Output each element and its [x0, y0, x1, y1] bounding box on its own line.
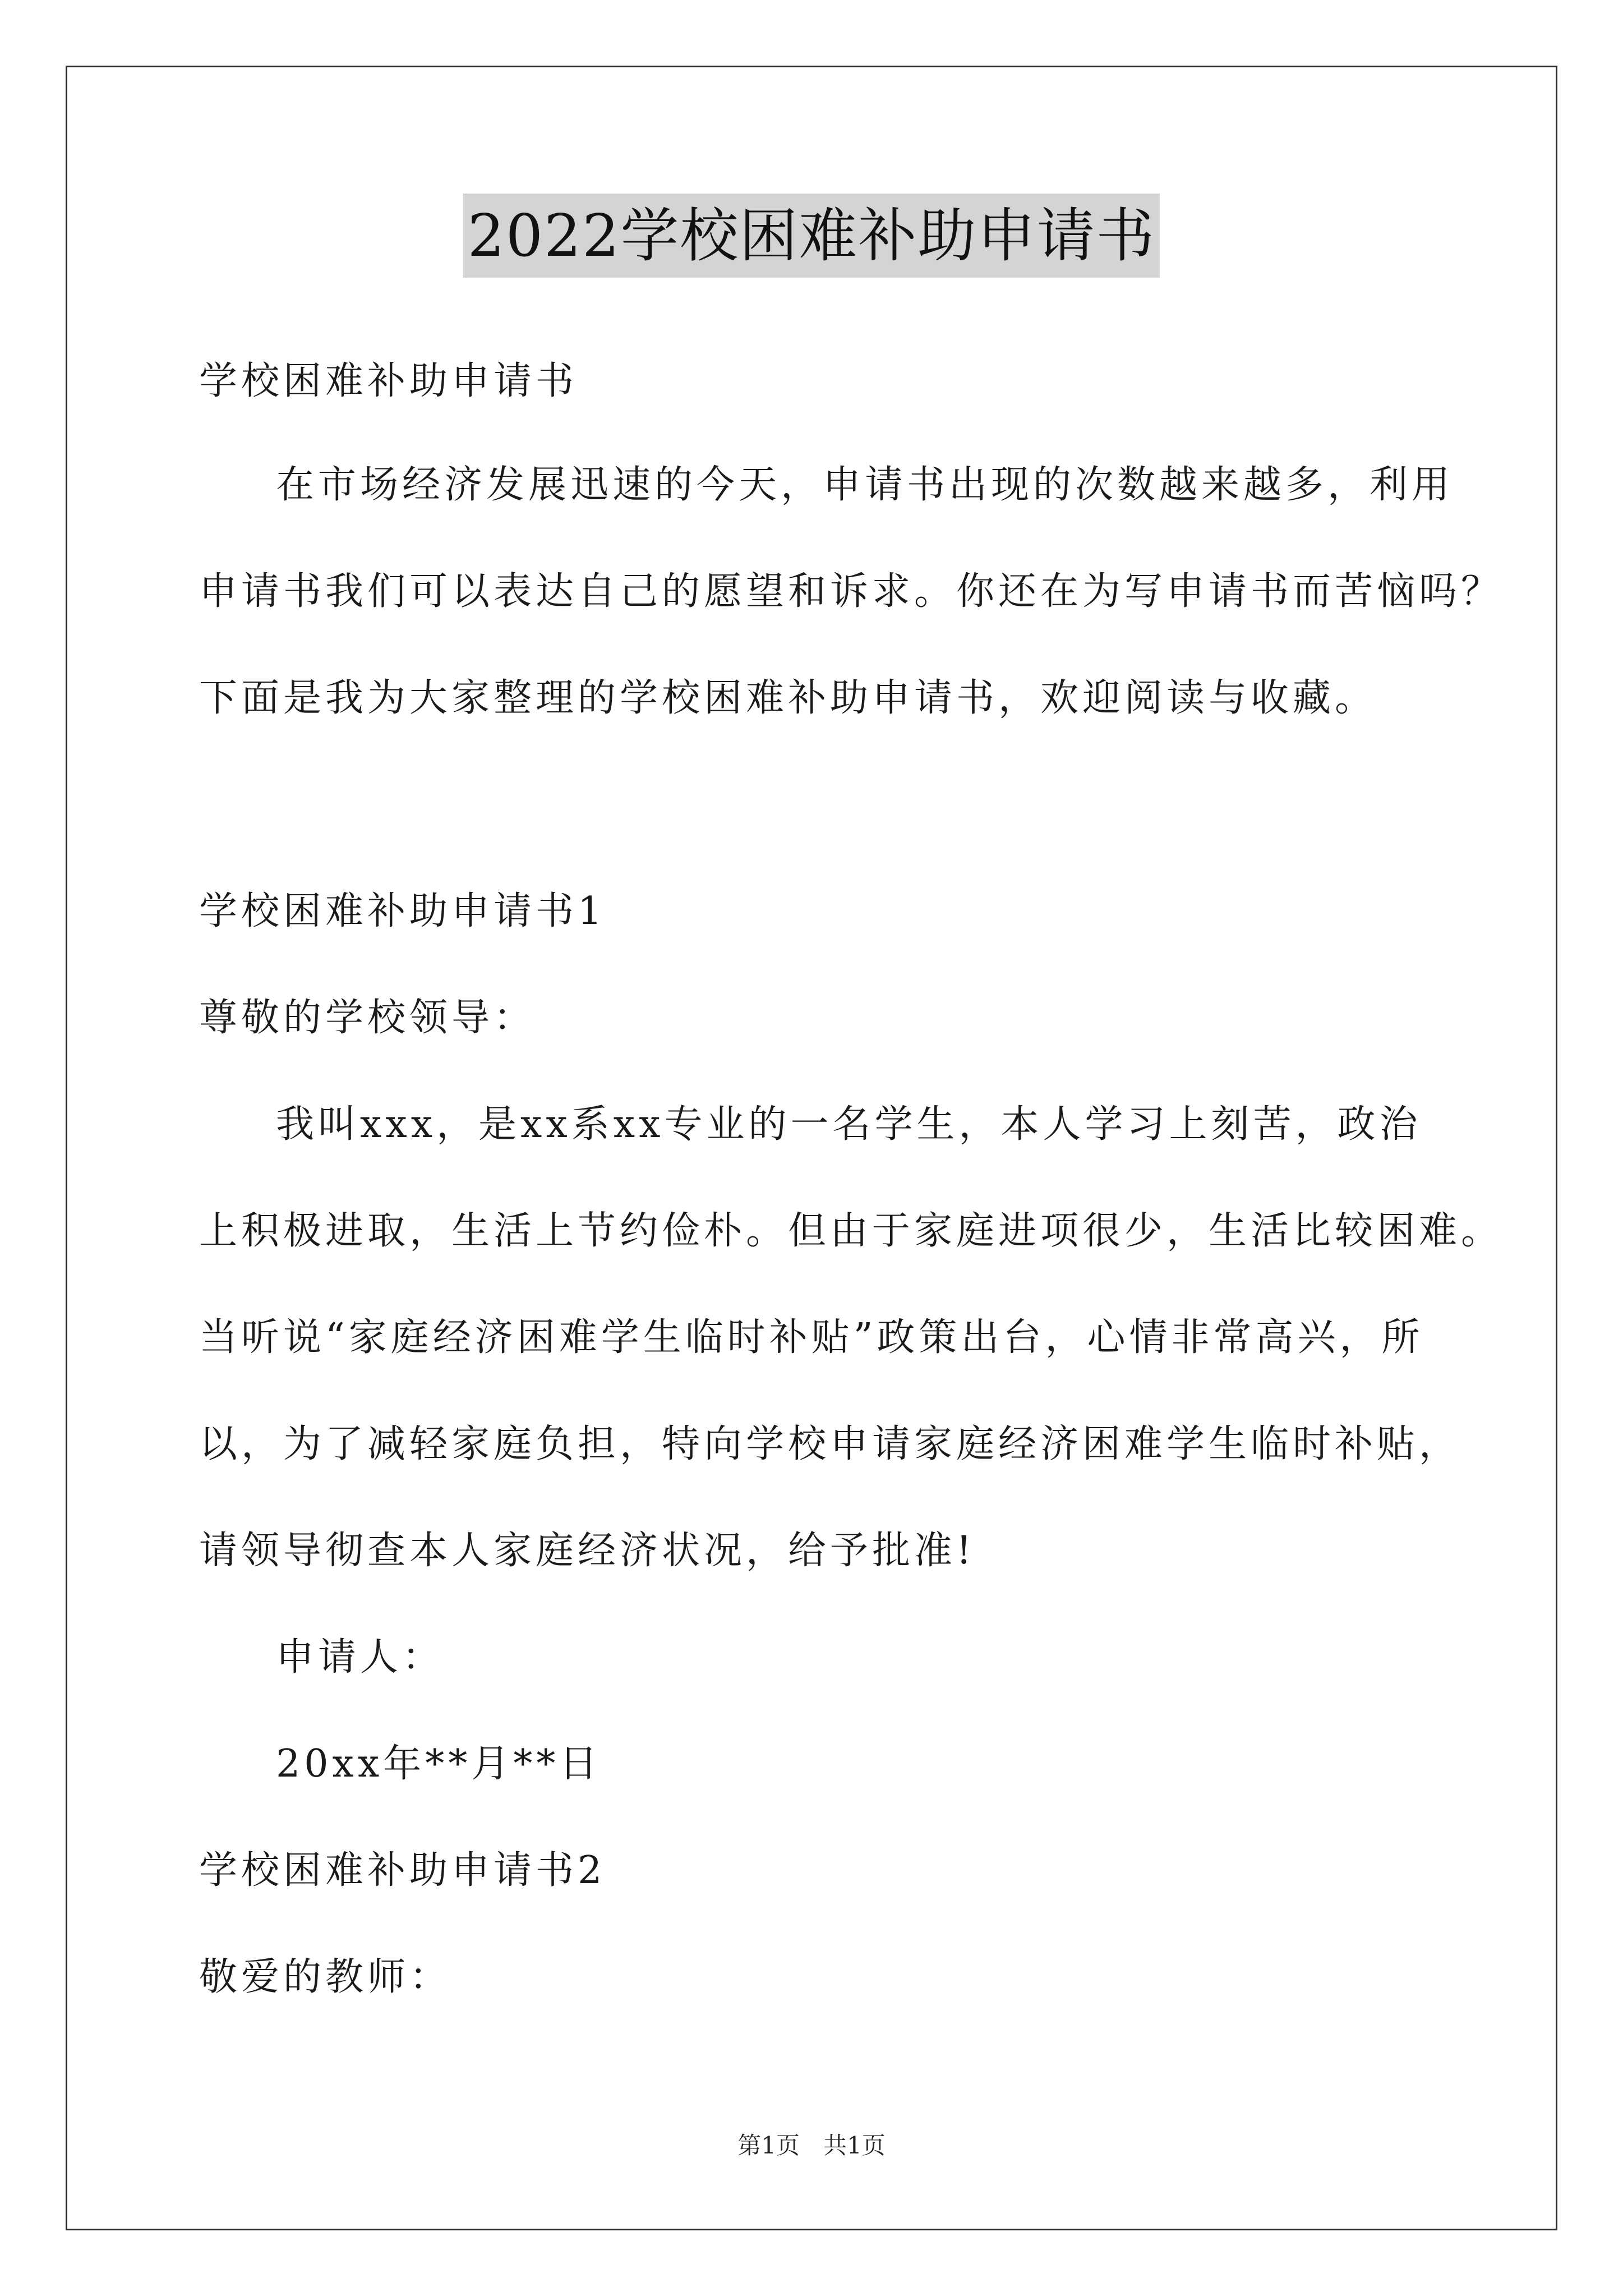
- intro-paragraph-line-1: 在市场经济发展迅速的今天，申请书出现的次数越来越多，利用: [276, 463, 1454, 507]
- section-heading-2: 学校困难补助申请书2: [199, 1848, 606, 1893]
- body-paragraph-line-1: 我叫xxx，是xx系xx专业的一名学生，本人学习上刻苦，政治: [276, 1102, 1422, 1147]
- subtitle-line: 学校困难补助申请书: [199, 359, 578, 403]
- body-paragraph-line-3: 当听说“家庭经济困难学生临时补贴”政策出台，心情非常高兴，所: [199, 1315, 1424, 1360]
- date-line: 20xx年**月**日: [276, 1742, 602, 1786]
- body-paragraph-line-5: 请领导彻查本人家庭经济状况，给予批准!: [199, 1529, 976, 1573]
- salutation-2: 敬爱的教师：: [199, 1955, 452, 1999]
- intro-paragraph-line-3: 下面是我为大家整理的学校困难补助申请书，欢迎阅读与收藏。: [199, 676, 1377, 720]
- intro-paragraph-line-2: 申请书我们可以表达自己的愿望和诉求。你还在为写申请书而苦恼吗？: [199, 569, 1504, 614]
- page-footer: 第1页 共1页: [737, 2132, 886, 2159]
- section-heading-1: 学校困难补助申请书1: [199, 889, 606, 933]
- salutation-1: 尊敬的学校领导：: [199, 996, 536, 1040]
- applicant-label: 申请人：: [276, 1635, 445, 1680]
- body-paragraph-line-2: 上积极进取，生活上节约俭朴。但由于家庭进项很少，生活比较困难。: [199, 1209, 1504, 1253]
- body-paragraph-line-4: 以，为了减轻家庭负担，特向学校申请家庭经济困难学生临时补贴，: [199, 1422, 1461, 1466]
- document-title: 2022学校困难补助申请书: [463, 194, 1160, 278]
- title-container: [0, 194, 1623, 278]
